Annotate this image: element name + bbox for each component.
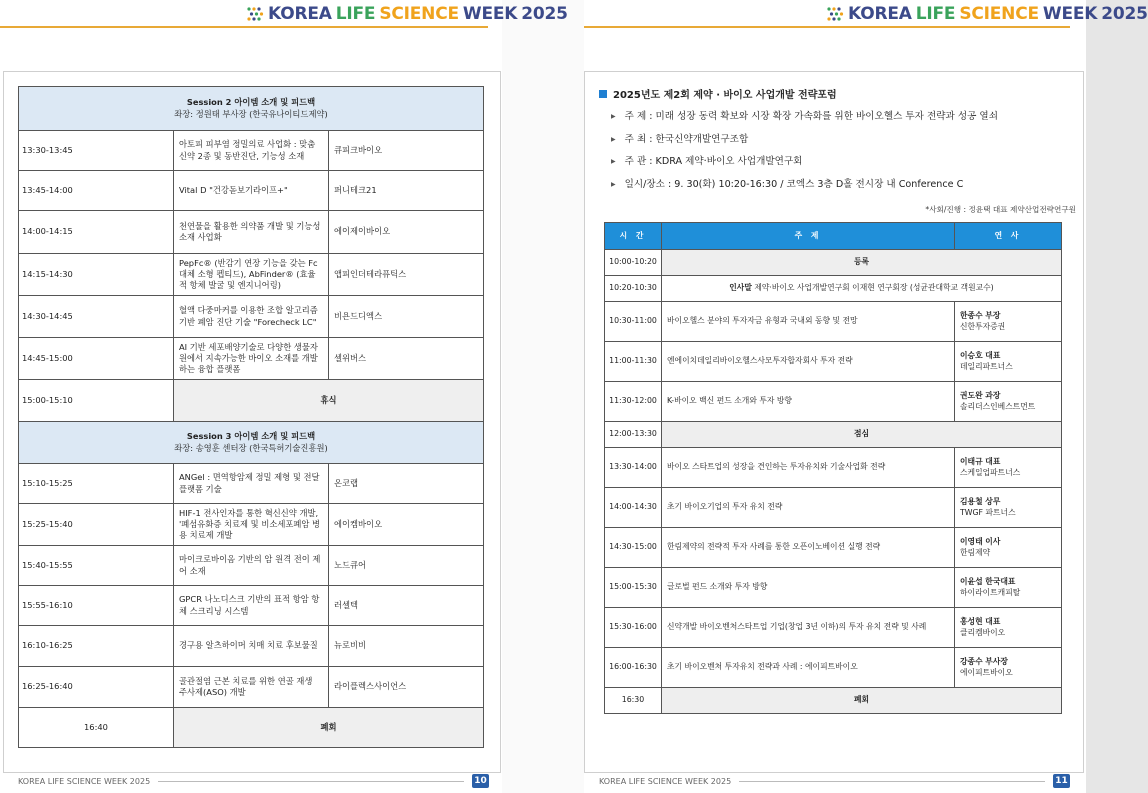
org-cell: 에이켐바이오 [329, 504, 484, 546]
table-row [19, 338, 484, 380]
time-cell: 13:30-13:45 [19, 131, 174, 171]
time-cell: 16:40 [19, 708, 174, 748]
info-item [611, 129, 998, 152]
topic-cell: PepFc® (반감기 연장 기능을 갖는 Fc 대체 소형 펩티드), AbFinder® (효율적 항체 발굴 및 엔지니어링) [174, 254, 329, 296]
logo-year: 2025 [1101, 4, 1148, 24]
page-footer [599, 774, 1070, 788]
session-title: Session 3 아이템 소개 및 피드백 [186, 431, 316, 442]
table-header-row [605, 223, 1062, 250]
topic-cell: 천연물을 활용한 의약품 개발 및 기능성 소재 사업화 [174, 211, 329, 254]
speaker-org: 한림제약 [960, 547, 991, 557]
table-row [19, 254, 484, 296]
speaker-name: 강종수 부사장 [960, 656, 1008, 666]
org-cell: 큐피크바이오 [329, 131, 484, 171]
logo-word-korea: KOREA [268, 4, 332, 24]
closing-row [19, 708, 484, 748]
topic-cell: HIF-1 전사인자를 통한 혁신신약 개발, '폐섬유화증 치료제 및 비소세포폐암 병용 치료제 개발 [174, 504, 329, 546]
closing-row [605, 688, 1062, 714]
topic-cell: 신약개발 바이오벤처스타트업 기업(창업 3년 이하)의 투자 유치 전략 및 사례 [662, 608, 955, 648]
topic-cell: 한림제약의 전략적 투자 사례를 통한 오픈이노베이션 실행 전략 [662, 528, 955, 568]
triangle-bullet-icon: ▶ [611, 135, 616, 143]
speaker-cell [955, 382, 1062, 422]
time-cell: 16:25-16:40 [19, 667, 174, 708]
closing-label: 폐회 [174, 708, 484, 748]
break-label: 휴식 [174, 380, 484, 422]
table-row [605, 382, 1062, 422]
org-cell: 앱피인더테라퓨틱스 [329, 254, 484, 296]
topic-cell: 아토피 피부염 정밀의료 사업화 : 맞춤신약 2종 및 동반진단, 기능성 소재 [174, 131, 329, 171]
header-rule [0, 26, 488, 28]
time-cell: 13:30-14:00 [605, 448, 662, 488]
left-page [0, 0, 568, 793]
speaker-org: 데일리파트너스 [960, 361, 1013, 371]
table-row [19, 211, 484, 254]
time-cell: 11:00-11:30 [605, 342, 662, 382]
table-row [605, 302, 1062, 342]
logo-word-week: WEEK [462, 4, 518, 24]
table-row [605, 568, 1062, 608]
table-row [19, 131, 484, 171]
session-chair: 좌장: 송영훈 센터장 (한국특허기술진흥원) [174, 442, 328, 453]
info-item [611, 106, 998, 129]
col-header-topic: 주 제 [662, 223, 955, 250]
table-row [605, 648, 1062, 688]
footer-rule [158, 781, 464, 782]
greeting-text: 제약·바이오 사업개발연구회 이재현 연구회장 (성균관대학교 객원교수) [751, 283, 994, 293]
speaker-cell [955, 488, 1062, 528]
table-row [605, 528, 1062, 568]
time-cell: 10:20-10:30 [605, 276, 662, 302]
time-cell: 15:10-15:25 [19, 464, 174, 504]
topic-cell: 마이크로바이옴 기반의 암 원격 전이 제어 소재 [174, 546, 329, 586]
time-cell: 11:30-12:00 [605, 382, 662, 422]
speaker-cell [955, 302, 1062, 342]
table-row [19, 626, 484, 667]
speaker-name: 김용철 상무 [960, 496, 1001, 506]
closing-label: 폐회 [662, 688, 1062, 714]
speaker-org: 클리켐바이오 [960, 627, 1006, 637]
table-row [19, 586, 484, 626]
header-rule [584, 26, 1070, 28]
speaker-name: 이승호 대표 [960, 350, 1001, 360]
table-row [19, 546, 484, 586]
speaker-org: TWGF 파트너스 [960, 507, 1016, 517]
triangle-bullet-icon: ▶ [611, 158, 616, 165]
speaker-name: 한종수 부장 [960, 310, 1001, 320]
topic-cell: 바이오헬스 분야의 투자자금 유형과 국내외 동향 및 전망 [662, 302, 955, 342]
topic-cell: AI 기반 세포배양기술로 다양한 생물자원에서 지속가능한 바이오 소재를 개발하는 융합 플랫폼 [174, 338, 329, 380]
logo-word-korea: KOREA [848, 4, 912, 24]
session-chair: 좌장: 정원태 부사장 (한국유나이티드제약) [174, 108, 328, 119]
speaker-cell [955, 448, 1062, 488]
logo-word-life: LIFE [915, 4, 956, 24]
org-cell: 퍼니테크21 [329, 171, 484, 211]
speaker-name: 권도완 과장 [960, 390, 1001, 400]
logo-word-week: WEEK [1042, 4, 1098, 24]
page-footer [18, 774, 489, 788]
logo-word-life: LIFE [335, 4, 376, 24]
time-cell: 15:40-15:55 [19, 546, 174, 586]
session-header-row [19, 87, 484, 131]
speaker-org: 에이피트바이오 [960, 667, 1013, 677]
speaker-name: 홍성현 대표 [960, 616, 1001, 626]
forum-title [599, 86, 837, 101]
speaker-name: 이태규 대표 [960, 456, 1001, 466]
topic-cell: 초기 바이오벤처 투자유치 전략과 사례 : 에이피트바이오 [662, 648, 955, 688]
speaker-org: 하이라이트캐피탈 [960, 587, 1021, 597]
speaker-cell [955, 648, 1062, 688]
topic-cell: 경구용 알츠하이머 치매 치료 후보물질 [174, 626, 329, 667]
time-cell: 16:10-16:25 [19, 626, 174, 667]
table-row [19, 171, 484, 211]
triangle-bullet-icon: ▶ [611, 180, 616, 188]
col-header-speaker: 연 사 [955, 223, 1062, 250]
table-row [605, 608, 1062, 648]
event-logo [826, 4, 1148, 24]
col-header-time: 시 간 [605, 223, 662, 250]
lunch-label: 점심 [662, 422, 1062, 448]
greeting-cell [662, 276, 1062, 302]
topic-cell: 골관절염 근본 치료를 위한 연골 재생 주사제(ASO) 개발 [174, 667, 329, 708]
forum-schedule-table [604, 222, 1062, 714]
topic-cell: 글로벌 펀드 소개와 투자 방향 [662, 568, 955, 608]
time-cell: 15:55-16:10 [19, 586, 174, 626]
speaker-org: 솔리더스인베스트먼트 [960, 401, 1036, 411]
registration-label: 등록 [662, 250, 1062, 276]
session-header-row [19, 422, 484, 464]
time-cell: 12:00-13:30 [605, 422, 662, 448]
topic-cell: 혈액 다중마커를 이용한 조합 알고리즘 기반 폐암 진단 기술 "Forecheck LC" [174, 296, 329, 338]
page-number: 11 [1053, 774, 1070, 788]
break-row [19, 380, 484, 422]
time-cell: 15:30-16:00 [605, 608, 662, 648]
page-gutter [502, 0, 584, 793]
right-page [584, 0, 1148, 793]
speaker-org: 스케일업파트너스 [960, 467, 1021, 477]
time-cell: 13:45-14:00 [19, 171, 174, 211]
info-text: 일시/장소 : 9. 30(화) 10:20-16:30 / 코엑스 3층 D홀 전시장 내 Conference C [624, 178, 964, 190]
org-cell: 라이플렉스사이언스 [329, 667, 484, 708]
table-row [19, 464, 484, 504]
time-cell: 10:30-11:00 [605, 302, 662, 342]
table-row [19, 296, 484, 338]
registration-row [605, 250, 1062, 276]
session-title: Session 2 아이템 소개 및 피드백 [186, 97, 316, 108]
info-text: 주 최 : 한국신약개발연구조합 [624, 133, 749, 145]
time-cell: 15:25-15:40 [19, 504, 174, 546]
speaker-org: 신한투자증권 [960, 321, 1006, 331]
event-logo [246, 4, 568, 24]
logo-year: 2025 [521, 4, 568, 24]
time-cell: 14:45-15:00 [19, 338, 174, 380]
org-cell: 노드큐어 [329, 546, 484, 586]
speaker-name: 이윤섭 한국대표 [960, 576, 1016, 586]
topic-cell: K-바이오 백신 펀드 소개와 투자 방향 [662, 382, 955, 422]
org-cell: 셀위버스 [329, 338, 484, 380]
info-text: 주 제 : 미래 성장 동력 확보와 시장 확장 가속화를 위한 바이오헬스 투자 전략과 성공 열쇠 [624, 111, 998, 122]
table-row [605, 448, 1062, 488]
topic-cell: ANGel : 면역항암제 정밀 제형 및 전달 플랫폼 기술 [174, 464, 329, 504]
info-text: 주 관 : KDRA 제약·바이오 사업개발연구회 [624, 156, 803, 167]
logo-word-science: SCIENCE [959, 4, 1039, 24]
logo-dots-icon [246, 6, 264, 22]
page-number: 10 [472, 774, 489, 788]
time-cell: 15:00-15:30 [605, 568, 662, 608]
table-row [605, 488, 1062, 528]
topic-cell: 바이오 스타트업의 성장을 견인하는 투자유치와 기술사업화 전략 [662, 448, 955, 488]
lunch-row [605, 422, 1062, 448]
time-cell: 14:00-14:30 [605, 488, 662, 528]
org-cell: 비욘드디엑스 [329, 296, 484, 338]
info-item [611, 151, 998, 174]
topic-cell: Vital D "건강돋보기라이프+" [174, 171, 329, 211]
table-row [19, 504, 484, 546]
footer-rule [739, 781, 1045, 782]
logo-dots-icon [826, 6, 844, 22]
info-item [611, 174, 998, 197]
forum-info-list [611, 106, 998, 196]
speaker-cell [955, 608, 1062, 648]
time-cell: 10:00-10:20 [605, 250, 662, 276]
logo-word-science: SCIENCE [379, 4, 459, 24]
moderator-note: *사회/진행 : 정윤택 대표 제약산업전략연구원 [925, 205, 1076, 214]
table-row [605, 342, 1062, 382]
speaker-cell [955, 342, 1062, 382]
forum-title-text: 2025년도 제2회 제약 · 바이오 사업개발 전략포럼 [613, 90, 837, 101]
topic-cell: 초기 바이오기업의 투자 유치 전략 [662, 488, 955, 528]
org-cell: 온코랩 [329, 464, 484, 504]
time-cell: 14:00-14:15 [19, 211, 174, 254]
speaker-cell [955, 568, 1062, 608]
org-cell: 뉴로비비 [329, 626, 484, 667]
topic-cell: 엔에이치데일리바이오헬스사모투자합자회사 투자 전략 [662, 342, 955, 382]
topic-cell: GPCR 나노디스크 기반의 표적 항암 항체 스크리닝 시스템 [174, 586, 329, 626]
bullet-square-icon [599, 90, 607, 98]
triangle-bullet-icon: ▶ [611, 113, 616, 120]
session-schedule-table [18, 86, 484, 748]
time-cell: 14:30-15:00 [605, 528, 662, 568]
speaker-name: 이영태 이사 [960, 536, 1001, 546]
org-cell: 에이제이바이오 [329, 211, 484, 254]
speaker-cell [955, 528, 1062, 568]
org-cell: 러셀텍 [329, 586, 484, 626]
time-cell: 14:30-14:45 [19, 296, 174, 338]
time-cell: 14:15-14:30 [19, 254, 174, 296]
footer-text: KOREA LIFE SCIENCE WEEK 2025 [18, 776, 151, 786]
table-row [19, 667, 484, 708]
time-cell: 16:30 [605, 688, 662, 714]
greeting-label: 인사말 [729, 283, 752, 293]
greeting-row [605, 276, 1062, 302]
footer-text: KOREA LIFE SCIENCE WEEK 2025 [599, 776, 732, 786]
time-cell: 16:00-16:30 [605, 648, 662, 688]
time-cell: 15:00-15:10 [19, 380, 174, 422]
